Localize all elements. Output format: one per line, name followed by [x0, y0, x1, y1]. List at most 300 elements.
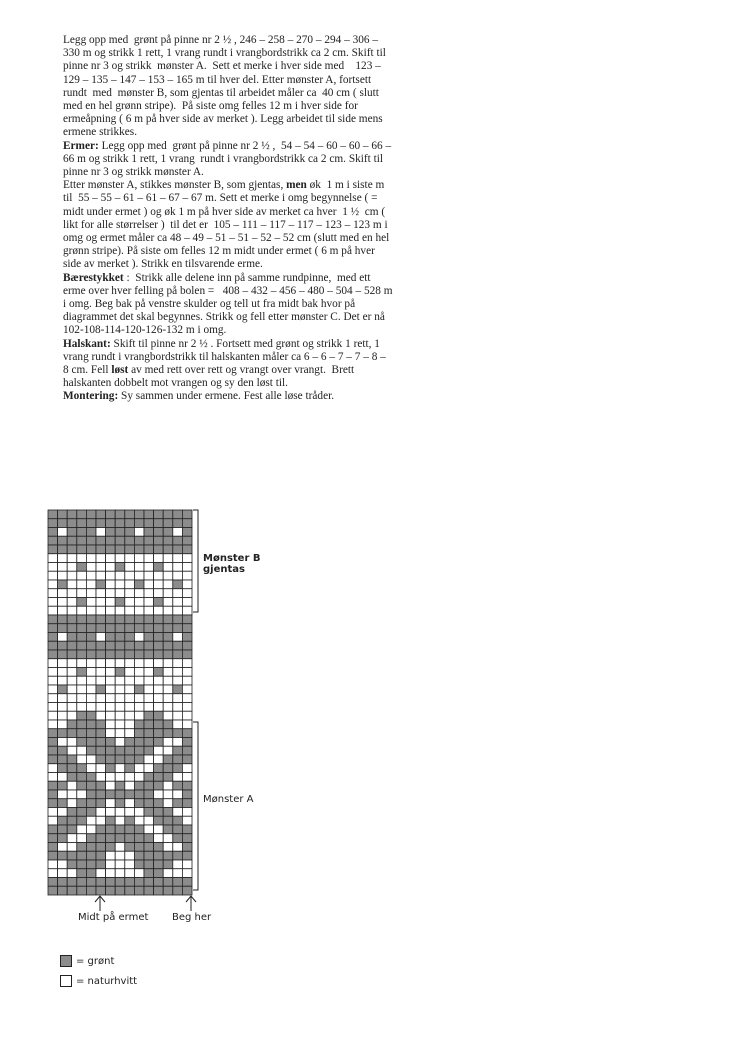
- chart-cell: [106, 703, 116, 712]
- chart-cell: [96, 773, 106, 782]
- chart-cell: [115, 816, 125, 825]
- chart-cell: [163, 598, 173, 607]
- chart-cell: [48, 738, 58, 747]
- chart-cell: [58, 878, 68, 887]
- chart-cell: [106, 624, 116, 633]
- chart-cell: [106, 606, 116, 615]
- chart-cell: [48, 790, 58, 799]
- chart-cell: [134, 615, 144, 624]
- chart-cell: [182, 528, 192, 537]
- chart-cell: [154, 676, 164, 685]
- chart-cell: [86, 860, 96, 869]
- chart-cell: [134, 729, 144, 738]
- chart-cell: [125, 650, 135, 659]
- chart-cell: [58, 633, 68, 642]
- chart-cell: [144, 659, 154, 668]
- chart-cell: [58, 641, 68, 650]
- chart-cell: [67, 703, 77, 712]
- chart-cell: [144, 703, 154, 712]
- chart-cell: [154, 554, 164, 563]
- chart-cell: [182, 755, 192, 764]
- chart-cell: [77, 563, 87, 572]
- chart-cell: [125, 799, 135, 808]
- chart-cell: [144, 764, 154, 773]
- chart-cell: [106, 773, 116, 782]
- chart-cell: [163, 554, 173, 563]
- chart-cell: [96, 554, 106, 563]
- chart-cell: [154, 641, 164, 650]
- chart-cell: [77, 685, 87, 694]
- chart-cell: [106, 659, 116, 668]
- chart-cell: [67, 808, 77, 817]
- bracket-pattern-a: [193, 722, 198, 890]
- chart-cell: [163, 641, 173, 650]
- chart-cell: [154, 694, 164, 703]
- chart-cell: [173, 790, 183, 799]
- chart-cell: [173, 703, 183, 712]
- chart-cell: [154, 764, 164, 773]
- chart-cell: [115, 694, 125, 703]
- chart-cell: [154, 773, 164, 782]
- ermer-cont-text-b: øk 1 m i siste m til 55 – 55 – 61 – 61 – 67 – 67 m. Sett et merke i omg begynnelse ( = midt under ermet ) og øk 1 m på hver side av merket ca hver 1 ½ cm ( likt for alle størrelser ) til det er 105 – 111 – 117 – 117 – 123 – 123 m i omg og ermet måler ca 48 – 49 – 51 – 51 – 52 – 52 cm (slutt med en hel grønn stripe). På siste om felles 12 m midt under ermet ( 6 m på hver side av merket ). Strikk en tilsvarende erme.: [63, 179, 393, 271]
- chart-cell: [96, 685, 106, 694]
- legend-white-swatch: [60, 975, 72, 987]
- chart-cell: [182, 510, 192, 519]
- chart-cell: [115, 746, 125, 755]
- baerestykket-text: : Strikk alle delene inn på samme rundpinne, med ett erme over hver felling på bolen = 408 – 432 – 456 – 480 – 504 – 528 m i omg. Beg bak på venstre skulder og tell ut fra midt bak hvor på diagrammet det skal begynnes. Strikk og fell etter mønster C. Det er nå 102-108-114-120-126-132 m i omg.: [63, 271, 396, 337]
- chart-cell: [134, 633, 144, 642]
- chart-cell: [163, 843, 173, 852]
- chart-cell: [125, 843, 135, 852]
- chart-cell: [125, 764, 135, 773]
- chart-cell: [58, 659, 68, 668]
- chart-cell: [77, 536, 87, 545]
- chart-cell: [154, 860, 164, 869]
- chart-cell: [173, 615, 183, 624]
- chart-cell: [173, 834, 183, 843]
- chart-cell: [134, 554, 144, 563]
- chart-cell: [96, 799, 106, 808]
- chart-cell: [86, 589, 96, 598]
- chart-cell: [182, 589, 192, 598]
- chart-cell: [182, 781, 192, 790]
- chart-cell: [154, 816, 164, 825]
- chart-cell: [106, 720, 116, 729]
- chart-cell: [134, 685, 144, 694]
- chart-cell: [125, 536, 135, 545]
- chart-cell: [182, 711, 192, 720]
- chart-cell: [86, 746, 96, 755]
- chart-cell: [173, 624, 183, 633]
- chart-cell: [67, 528, 77, 537]
- chart-cell: [173, 799, 183, 808]
- chart-cell: [77, 843, 87, 852]
- chart-cell: [163, 668, 173, 677]
- chart-cell: [77, 589, 87, 598]
- chart-cell: [96, 834, 106, 843]
- chart-cell: [77, 886, 87, 895]
- chart-cell: [144, 554, 154, 563]
- chart-cell: [163, 729, 173, 738]
- chart-cell: [182, 545, 192, 554]
- chart-cell: [115, 878, 125, 887]
- chart-cell: [144, 519, 154, 528]
- chart-cell: [77, 781, 87, 790]
- chart-cell: [154, 703, 164, 712]
- chart-cell: [77, 633, 87, 642]
- chart-cell: [67, 545, 77, 554]
- chart-cell: [106, 790, 116, 799]
- chart-cell: [173, 641, 183, 650]
- chart-cell: [86, 878, 96, 887]
- chart-cell: [58, 886, 68, 895]
- chart-cell: [86, 536, 96, 545]
- chart-cell: [58, 624, 68, 633]
- arrow-start-here: [186, 896, 196, 911]
- chart-cell: [125, 615, 135, 624]
- chart-cell: [106, 694, 116, 703]
- chart-cell: [48, 650, 58, 659]
- chart-cell: [115, 860, 125, 869]
- chart-cell: [77, 711, 87, 720]
- chart-cell: [86, 668, 96, 677]
- chart-cell: [48, 510, 58, 519]
- chart-cell: [144, 834, 154, 843]
- chart-cell: [58, 816, 68, 825]
- chart-cell: [115, 676, 125, 685]
- chart-cell: [115, 633, 125, 642]
- chart-cell: [96, 519, 106, 528]
- chart-cell: [115, 738, 125, 747]
- chart-cell: [154, 851, 164, 860]
- chart-cell: [134, 676, 144, 685]
- chart-cell: [134, 703, 144, 712]
- chart-cell: [154, 650, 164, 659]
- chart-cell: [182, 738, 192, 747]
- chart-cell: [173, 816, 183, 825]
- chart-cell: [125, 580, 135, 589]
- chart-cell: [86, 659, 96, 668]
- chart-cell: [67, 878, 77, 887]
- chart-cell: [163, 580, 173, 589]
- chart-cell: [134, 510, 144, 519]
- chart-cell: [154, 606, 164, 615]
- chart-cell: [67, 624, 77, 633]
- chart-cell: [125, 685, 135, 694]
- chart-cell: [182, 685, 192, 694]
- chart-cell: [173, 808, 183, 817]
- chart-cell: [67, 764, 77, 773]
- chart-cell: [48, 886, 58, 895]
- chart-cell: [58, 860, 68, 869]
- chart-cell: [125, 790, 135, 799]
- chart-cell: [67, 851, 77, 860]
- chart-cell: [115, 554, 125, 563]
- chart-cell: [125, 668, 135, 677]
- chart-cell: [48, 816, 58, 825]
- chart-cell: [144, 738, 154, 747]
- chart-cell: [48, 685, 58, 694]
- chart-cell: [58, 554, 68, 563]
- chart-cell: [154, 633, 164, 642]
- chart-cell: [96, 528, 106, 537]
- chart-cell: [173, 589, 183, 598]
- chart-cell: [182, 834, 192, 843]
- chart-cell: [86, 808, 96, 817]
- chart-cell: [173, 755, 183, 764]
- chart-cell: [67, 615, 77, 624]
- chart-cell: [134, 571, 144, 580]
- chart-cell: [173, 676, 183, 685]
- chart-cell: [125, 711, 135, 720]
- chart-cell: [163, 825, 173, 834]
- chart-cell: [58, 738, 68, 747]
- chart-cell: [106, 598, 116, 607]
- chart-cell: [182, 606, 192, 615]
- chart-cell: [58, 650, 68, 659]
- label-pattern-a: Mønster A: [203, 794, 254, 805]
- chart-cell: [144, 711, 154, 720]
- chart-cell: [173, 598, 183, 607]
- chart-cell: [125, 878, 135, 887]
- chart-cell: [134, 738, 144, 747]
- chart-cell: [115, 589, 125, 598]
- chart-cell: [154, 685, 164, 694]
- chart-cell: [134, 860, 144, 869]
- chart-cell: [173, 659, 183, 668]
- chart-cell: [48, 606, 58, 615]
- chart-cell: [58, 668, 68, 677]
- chart-cell: [106, 615, 116, 624]
- chart-cell: [96, 808, 106, 817]
- chart-cell: [86, 773, 96, 782]
- ermer-text: Legg opp med grønt på pinne nr 2 ½ , 54 – 54 – 60 – 60 – 66 – 66 m og strikk 1 rett, 1 vrang rundt i vrangbordstrikk ca 2 cm. Skift til pinne nr 3 og strikk mønster A.: [63, 139, 395, 179]
- chart-cell: [115, 720, 125, 729]
- chart-cell: [106, 554, 116, 563]
- chart-cell: [96, 633, 106, 642]
- chart-cell: [134, 886, 144, 895]
- chart-cell: [67, 729, 77, 738]
- chart-cell: [154, 571, 164, 580]
- chart-cell: [67, 711, 77, 720]
- chart-cell: [154, 536, 164, 545]
- chart-cell: [125, 773, 135, 782]
- chart-cell: [163, 878, 173, 887]
- chart-cell: [134, 563, 144, 572]
- chart-cell: [125, 641, 135, 650]
- chart-cell: [125, 624, 135, 633]
- montering-text: Sy sammen under ermene. Fest alle løse tråder.: [118, 390, 335, 403]
- chart-cell: [77, 580, 87, 589]
- chart-grid: [48, 510, 192, 895]
- chart-cell: [67, 694, 77, 703]
- chart-cell: [182, 720, 192, 729]
- chart-cell: [67, 598, 77, 607]
- chart-cell: [134, 851, 144, 860]
- chart-cell: [154, 668, 164, 677]
- chart-cell: [48, 851, 58, 860]
- chart-cell: [115, 615, 125, 624]
- chart-cell: [144, 563, 154, 572]
- chart-cell: [48, 799, 58, 808]
- chart-cell: [173, 729, 183, 738]
- chart-cell: [163, 589, 173, 598]
- chart-cell: [58, 615, 68, 624]
- chart-cell: [134, 781, 144, 790]
- chart-cell: [125, 659, 135, 668]
- chart-cell: [106, 860, 116, 869]
- chart-cell: [96, 545, 106, 554]
- chart-cell: [115, 711, 125, 720]
- chart-cell: [163, 886, 173, 895]
- chart-cell: [48, 869, 58, 878]
- chart-cell: [96, 729, 106, 738]
- chart-cell: [173, 633, 183, 642]
- chart-cell: [134, 790, 144, 799]
- chart-cell: [144, 869, 154, 878]
- chart-cell: [134, 808, 144, 817]
- chart-cell: [58, 536, 68, 545]
- chart-cell: [58, 694, 68, 703]
- chart-cell: [106, 519, 116, 528]
- chart-cell: [77, 703, 87, 712]
- chart-cell: [173, 711, 183, 720]
- chart-cell: [86, 624, 96, 633]
- chart-cell: [154, 825, 164, 834]
- chart-cell: [163, 606, 173, 615]
- chart-cell: [106, 641, 116, 650]
- chart-cell: [48, 834, 58, 843]
- chart-cell: [67, 685, 77, 694]
- paragraph-body: Legg opp med grønt på pinne nr 2 ½ , 246 – 258 – 270 – 294 – 306 – 330 m og strikk 1 rett, 1 vrang rundt i vrangbordstrikk ca 2 cm. Skift til pinne nr 3 og strikk mønster A. Sett et merke i hver side med 123 – 129 – 135 – 147 – 153 – 165 m til hver del. Etter mønster A, fortsett rundt med mønster B, som gjentas til arbeidet måler ca 40 cm ( slutt med en hel grønn stripe). På siste omg felles 12 m i hver side for ermeåpning ( 6 m på hver side av merket ). Legg arbeidet til side mens ermene strikkes.: [63, 34, 389, 139]
- chart-cell: [86, 580, 96, 589]
- chart-cell: [154, 738, 164, 747]
- chart-cell: [58, 851, 68, 860]
- chart-cell: [106, 764, 116, 773]
- chart-cell: [48, 781, 58, 790]
- chart-cell: [154, 834, 164, 843]
- chart-cell: [77, 615, 87, 624]
- chart-cell: [163, 703, 173, 712]
- chart-cell: [48, 571, 58, 580]
- chart-cell: [125, 755, 135, 764]
- chart-cell: [163, 676, 173, 685]
- chart-cell: [48, 878, 58, 887]
- chart-cell: [77, 676, 87, 685]
- chart-cell: [115, 790, 125, 799]
- chart-cell: [173, 580, 183, 589]
- chart-cell: [58, 825, 68, 834]
- chart-cell: [182, 519, 192, 528]
- bracket-pattern-b: [193, 510, 198, 612]
- chart-cell: [154, 545, 164, 554]
- chart-cell: [48, 668, 58, 677]
- chart-cell: [144, 545, 154, 554]
- chart-cell: [173, 571, 183, 580]
- chart-cell: [154, 781, 164, 790]
- chart-cell: [58, 834, 68, 843]
- chart-cell: [86, 554, 96, 563]
- chart-cell: [134, 878, 144, 887]
- chart-cell: [86, 781, 96, 790]
- arrow-mid-sleeve: [95, 896, 105, 911]
- chart-cell: [163, 519, 173, 528]
- chart-cell: [134, 589, 144, 598]
- chart-cell: [182, 825, 192, 834]
- chart-cell: [48, 703, 58, 712]
- chart-cell: [67, 510, 77, 519]
- chart-cell: [163, 781, 173, 790]
- chart-cell: [144, 624, 154, 633]
- chart-cell: [134, 764, 144, 773]
- chart-cell: [115, 773, 125, 782]
- chart-cell: [58, 746, 68, 755]
- chart-cell: [182, 773, 192, 782]
- chart-cell: [154, 519, 164, 528]
- chart-cell: [182, 536, 192, 545]
- chart-cell: [115, 825, 125, 834]
- chart-cell: [163, 650, 173, 659]
- chart-cell: [115, 563, 125, 572]
- chart-cell: [86, 571, 96, 580]
- chart-cell: [58, 510, 68, 519]
- chart-cell: [182, 843, 192, 852]
- chart-cell: [125, 703, 135, 712]
- chart-cell: [96, 851, 106, 860]
- chart-cell: [96, 580, 106, 589]
- chart-cell: [134, 799, 144, 808]
- chart-cell: [163, 510, 173, 519]
- chart-cell: [182, 816, 192, 825]
- chart-cell: [134, 545, 144, 554]
- chart-cell: [58, 764, 68, 773]
- chart-cell: [86, 676, 96, 685]
- chart-cell: [67, 720, 77, 729]
- chart-cell: [115, 886, 125, 895]
- chart-cell: [163, 720, 173, 729]
- chart-cell: [115, 668, 125, 677]
- chart-cell: [144, 843, 154, 852]
- chart-cell: [125, 738, 135, 747]
- chart-cell: [48, 694, 58, 703]
- chart-cell: [144, 536, 154, 545]
- chart-cell: [86, 869, 96, 878]
- chart-cell: [173, 764, 183, 773]
- chart-cell: [134, 659, 144, 668]
- chart-cell: [67, 676, 77, 685]
- chart-cell: [134, 816, 144, 825]
- chart-cell: [144, 615, 154, 624]
- chart-cell: [106, 545, 116, 554]
- chart-cell: [58, 545, 68, 554]
- chart-cell: [106, 746, 116, 755]
- chart-cell: [182, 598, 192, 607]
- chart-cell: [58, 589, 68, 598]
- chart-cell: [48, 773, 58, 782]
- chart-cell: [125, 633, 135, 642]
- chart-cell: [154, 790, 164, 799]
- chart-cell: [125, 808, 135, 817]
- chart-cell: [163, 790, 173, 799]
- chart-cell: [182, 886, 192, 895]
- chart-cell: [67, 580, 77, 589]
- chart-cell: [182, 676, 192, 685]
- heading-ermer: Ermer:: [63, 139, 99, 152]
- chart-cell: [163, 808, 173, 817]
- chart-cell: [58, 869, 68, 878]
- label-pattern-b: Mønster B gjentas: [203, 553, 261, 575]
- chart-cell: [58, 519, 68, 528]
